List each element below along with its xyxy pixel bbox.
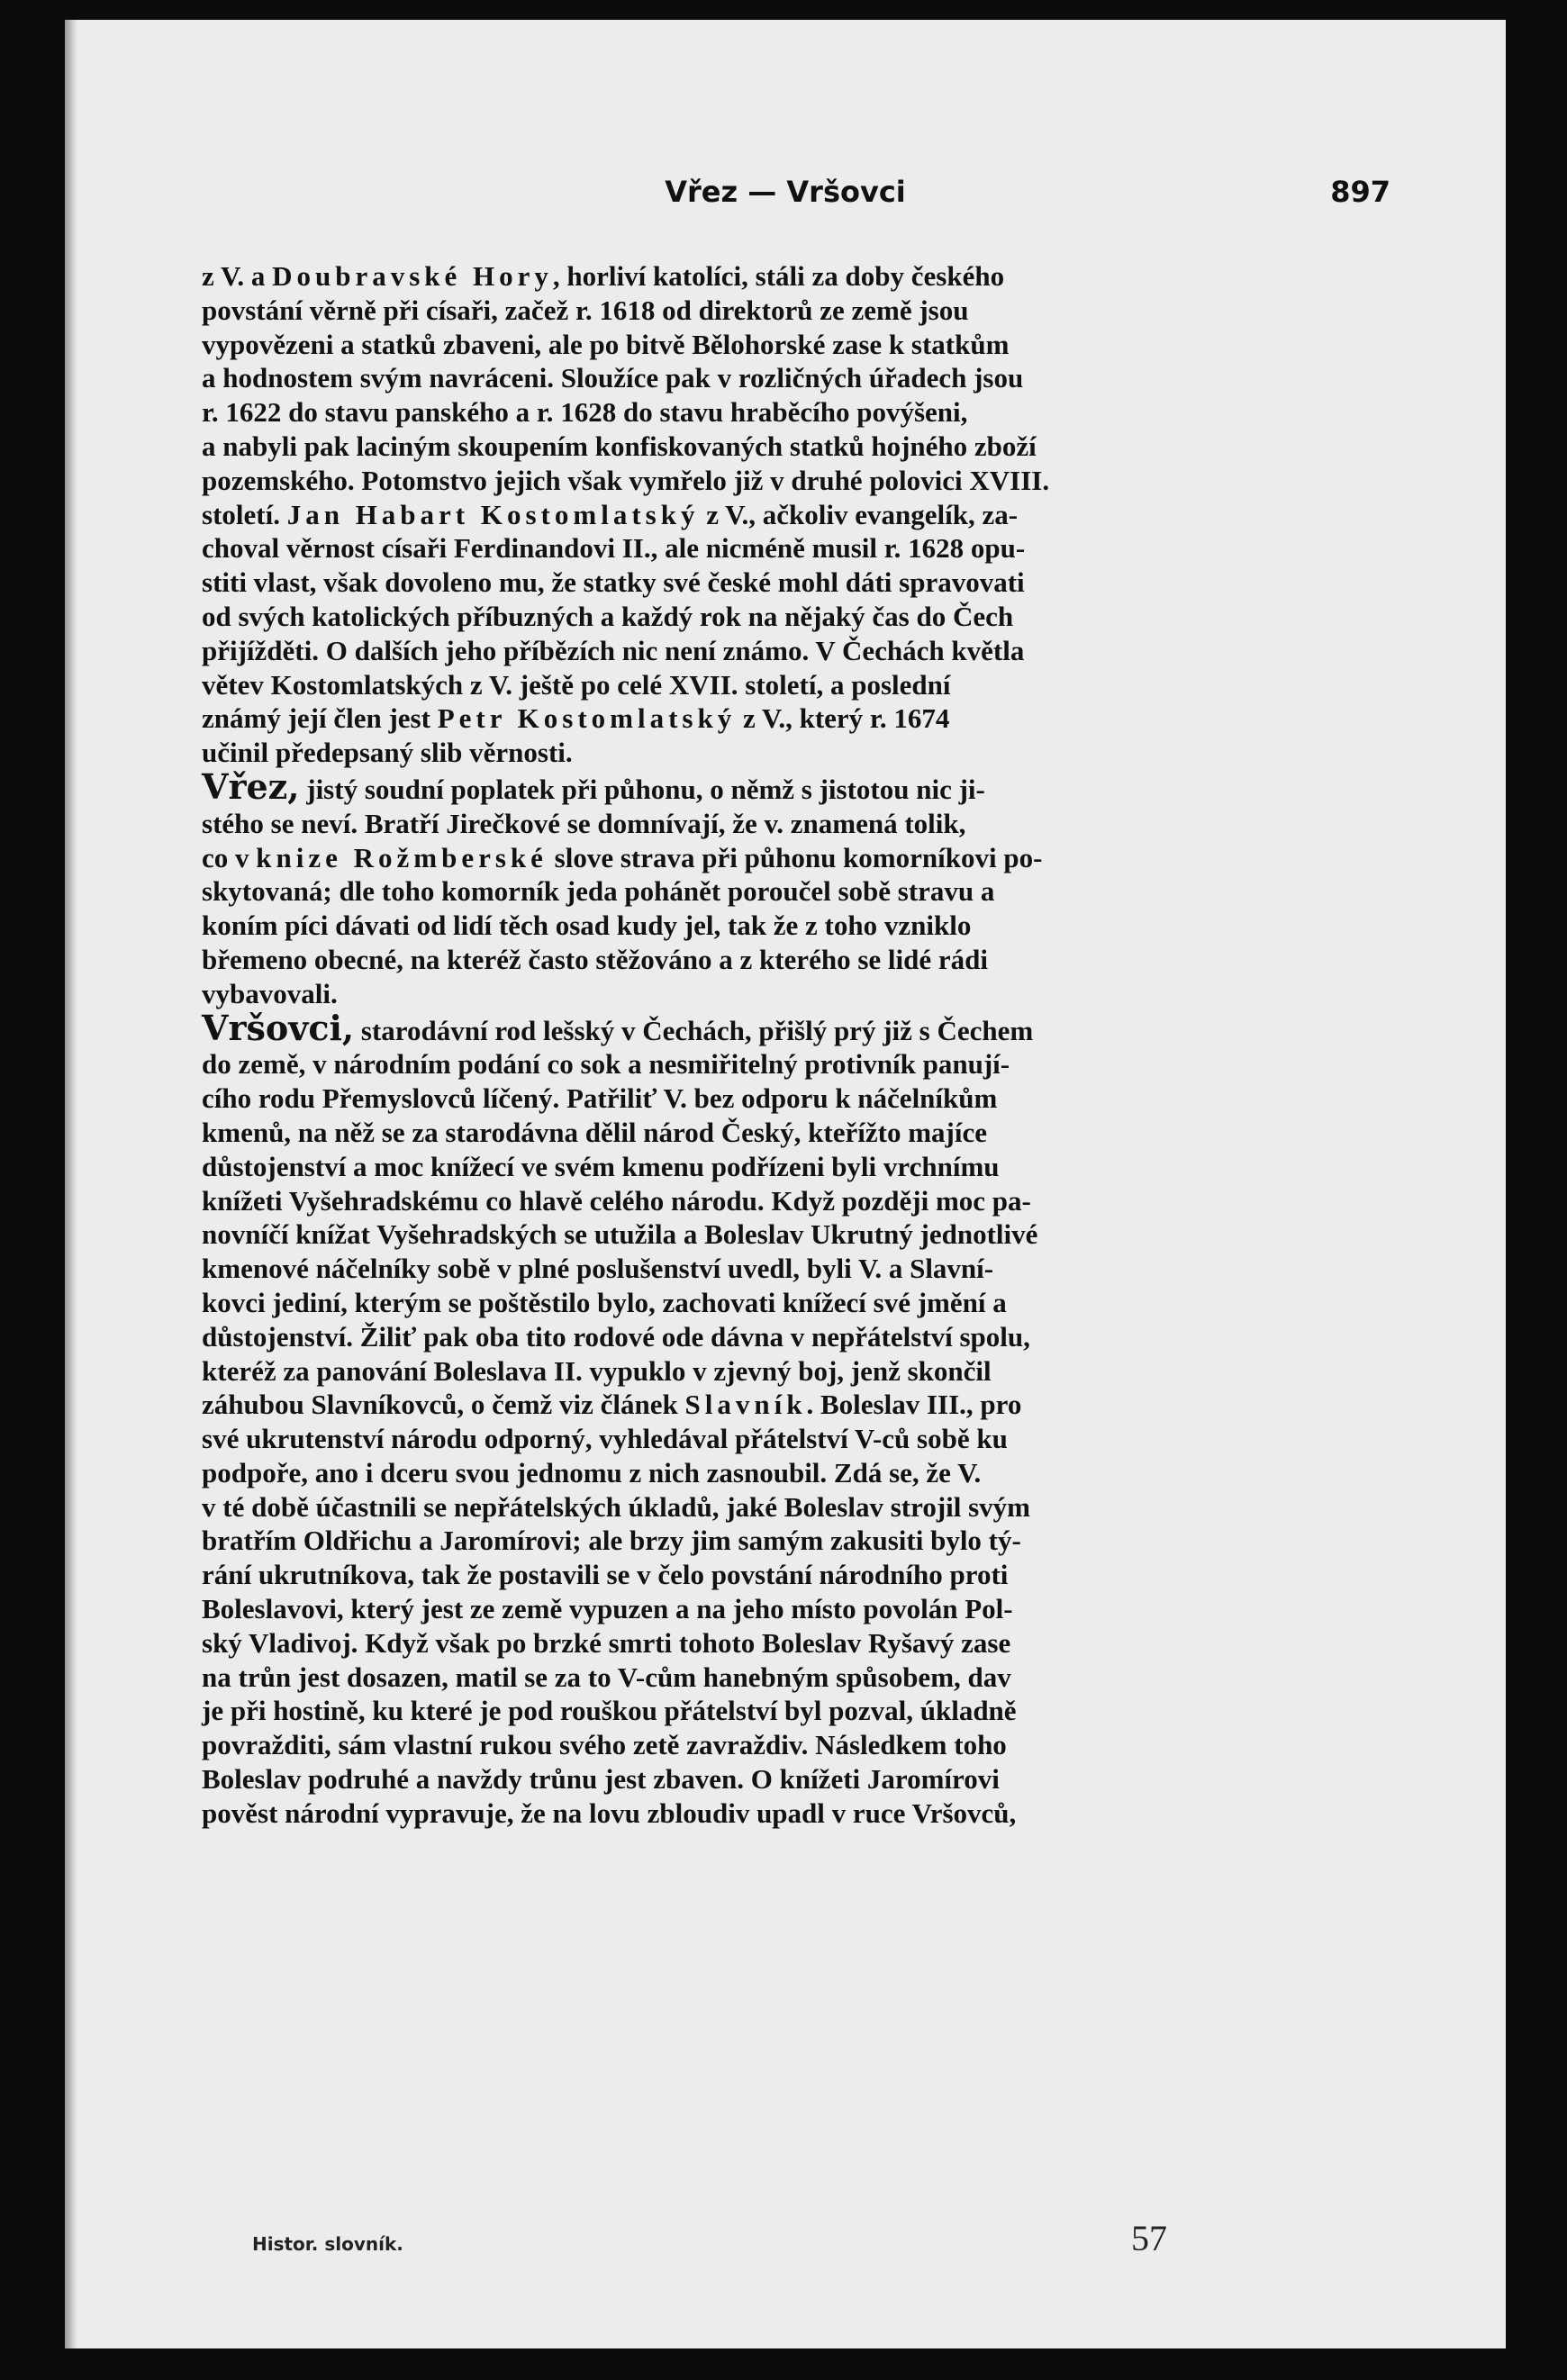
body-text	[202, 259, 1389, 1831]
text-line: učinil předepsaný slib věrnosti.	[202, 737, 573, 769]
text-line: jistý soudní poplatek při půhonu, o němž s jistotou nic ji-	[299, 773, 985, 805]
text-line: knížeti Vyšehradskému co hlavě celého národu. Když později moc pa-	[202, 1184, 1031, 1217]
text-line: a hodnostem svým navráceni. Sloužíce pak v rozličných úřadech jsou	[202, 362, 1024, 394]
text-line: větev Kostomlatských z V. ještě po celé XVII. století, a poslední	[202, 668, 951, 701]
text-line: r. 1622 do stavu panského a r. 1628 do stavu hraběcího povýšeni,	[202, 396, 968, 429]
text-line: z V. a	[202, 260, 273, 292]
text-line: břemeno obecné, na kteréž často stěžováno a z kterého se lidé rádi	[202, 943, 988, 975]
text-line: stého se neví. Bratří Jirečkové se domnívají, že v. znamená tolik,	[202, 807, 966, 839]
text-line: . Boleslav III., pro	[806, 1389, 1022, 1421]
text-line: kmenové náčelníky sobě v plné poslušenství uvedl, byli V. a Slavní-	[202, 1253, 994, 1285]
page-footer	[65, 2217, 1506, 2271]
text-line: bratřím Oldřichu a Jaromírovi; ale brzy jim samým zakusiti bylo tý-	[202, 1525, 1021, 1557]
text-line: pozemského. Potomstvo jejich však vymřelo již v druhé polovici XVIII.	[202, 464, 1050, 496]
text-line: Boleslavovi, který jest ze země vypuzen a na jeho místo povolán Pol-	[202, 1593, 1013, 1625]
page-number: 897	[1330, 175, 1390, 209]
text-line: cího rodu Přemyslovců líčený. Patřiliť V. bez odporu k náčelníkům	[202, 1082, 998, 1115]
text-line: z V., který r. 1674	[736, 702, 950, 735]
text-line: vypovězeni a statků zbaveni, ale po bitvě Bělohorské zase k statkům	[202, 328, 1010, 360]
text-line: a nabyli pak laciným skoupením konfiskovaných statků hojného zboží	[202, 430, 1037, 462]
text-line: starodávní rod lešský v Čechách, přišlý prý již s Čechem	[354, 1014, 1034, 1046]
text-line: novníčí knížat Vyšehradských se utužila a Boleslav Ukrutný jednotlivé	[202, 1218, 1038, 1251]
paragraph-intro	[202, 259, 1389, 770]
text-line: podpoře, ano i dceru svou jednomu z nich zasnoubil. Zdá se, že V.	[202, 1456, 982, 1489]
text-line: své ukrutenství národu odporný, vyhledával přátelství V-ců sobě ku	[202, 1423, 1008, 1455]
text-line: známý její člen jest	[202, 702, 438, 735]
text-line: slove strava při půhonu komorníkovi po-	[547, 841, 1043, 873]
page-gutter-shadow	[65, 20, 77, 2348]
text-line: od svých katolických příbuzných a každý rok na nějaký čas do Čech	[202, 600, 1014, 632]
entry-title-vrsovci: Vršovci,	[202, 1007, 355, 1048]
text-line: přijížděti. O dalších jeho příbězích nic není známo. V Čechách květla	[202, 634, 1025, 666]
signature-mark: Histor. slovník.	[252, 2233, 403, 2255]
text-line: koním píci dávati od lidí těch osad kudy jel, tak že z toho vzniklo	[202, 909, 972, 942]
spaced-name: Doubravské Hory	[272, 260, 553, 292]
text-line: kovci jediní, kterým se poštěstilo bylo, zachovati knížecí své jmění a	[202, 1286, 1007, 1318]
text-line: do země, v národním podání co sok a nesmiřitelný protivník panují-	[202, 1048, 1010, 1081]
text-line: povražditi, sám vlastní rukou svého zetě zavraždiv. Následkem toho	[202, 1729, 1007, 1761]
text-line: pověst národní vypravuje, že na lovu zbloudiv upadl v ruce Vršovců,	[202, 1796, 1017, 1829]
entry-vrez	[202, 765, 1389, 1011]
text-line: Boleslav podruhé a navždy trůnu jest zbaven. O knížeti Jaromírovi	[202, 1763, 1000, 1796]
text-line: v té době účastnili se nepřátelských úkladů, jaké Boleslav strojil svým	[202, 1490, 1031, 1523]
text-line: kteréž za panování Boleslava II. vypuklo v zjevný boj, jenž skončil	[202, 1354, 992, 1387]
text-line: skytovaná; dle toho komorník jeda pohánět poroučel sobě stravu a	[202, 875, 995, 908]
text-line: důstojenství a moc knížecí ve svém kmenu podřízeni byli vrchnímu	[202, 1150, 1000, 1182]
text-line: století.	[202, 498, 287, 530]
spaced-name: Petr Kostomlatský	[437, 702, 737, 735]
entry-title-vrez: Vřez,	[202, 765, 300, 807]
text-line: rání ukrutníkova, tak že postavili se v čelo povstání národního proti	[202, 1559, 1009, 1591]
running-head: Vřez — Vršovci	[665, 175, 906, 209]
page-header	[65, 175, 1506, 225]
text-line: choval věrnost císaři Ferdinandovi II., ale nicméně musil r. 1628 opu-	[202, 532, 1026, 565]
text-line: ský Vladivoj. Když však po brzké smrti tohoto Boleslav Ryšavý zase	[202, 1626, 1011, 1659]
text-line: důstojenství. Žiliť pak oba tito rodové ode dávna v nepřátelství spolu,	[202, 1320, 1030, 1353]
text-line: kmenů, na něž se za starodávna dělil národ Český, kteřížto majíce	[202, 1116, 987, 1148]
spaced-name: knize Rožmberské	[256, 841, 548, 873]
text-line: z V., ačkoliv evangelík, za-	[699, 498, 1019, 530]
spaced-name: Slavník	[684, 1389, 807, 1421]
text-line: stiti vlast, však dovoleno mu, že statky své české mohl dáti spravovati	[202, 566, 1025, 599]
signature-number: 57	[1131, 2218, 1167, 2258]
text-line: , horliví katolíci, stáli za doby českého	[552, 260, 1005, 292]
text-line: na trůn jest dosazen, matil se za to V-cům hanebným spůsobem, dav	[202, 1661, 1011, 1693]
text-line: záhubou Slavníkovců, o čemž viz článek	[202, 1389, 685, 1421]
text-line: vybavovali.	[202, 977, 338, 1009]
text-line: je při hostině, ku které je pod rouškou přátelství byl pozval, úkladně	[202, 1695, 1017, 1727]
text-line: co v	[202, 841, 257, 873]
book-page	[65, 20, 1506, 2348]
entry-vrsovci	[202, 1007, 1389, 1831]
text-line: povstání věrně při císaři, začež r. 1618 od direktorů ze země jsou	[202, 294, 969, 326]
spaced-name: Jan Habart Kostomlatský	[286, 498, 700, 530]
